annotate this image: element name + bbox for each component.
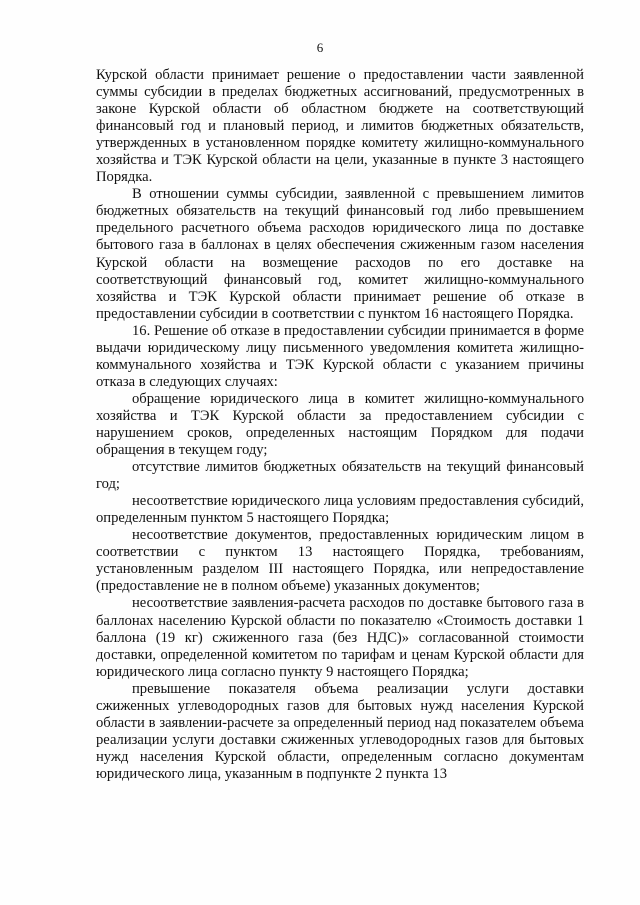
paragraph-9: превышение показателя объема реализации услуги доставки сжиженных углеводородных газов для бытовых нужд населения Курской области в заявлении-расчете за определенный период над показателем объема реализации услуги доставки сжиженных углеводородных газов для бытовых нужд населения Курской области, определенным согласно документам юридического лица, указанным в подпункте 2 пункта 13 bbox=[96, 680, 584, 782]
paragraph-5: отсутствие лимитов бюджетных обязательств на текущий финансовый год; bbox=[96, 459, 584, 493]
paragraph-8: несоответствие заявления-расчета расходов по доставке бытового газа в баллонах населению Курской области по показателю «Стоимость доставки 1 баллона (19 кг) сжиженного газа (без НДС)» согласованной стоимости доставки, определенной комитетом по тарифам и ценам Курской области для юридического лица согласно пункту 9 настоящего Порядка; bbox=[96, 595, 584, 680]
paragraph-1: Курской области принимает решение о предоставлении части заявленной суммы субсидии в пределах бюджетных ассигнований, предусмотренных в законе Курской области об областном бюджете на соответствующий финансовый год и плановый период, и лимитов бюджетных обязательств, утвержденных в установленном порядке комитету жилищно-коммунального хозяйства и ТЭК Курской области на цели, указанные в пункте 3 настоящего Порядка. bbox=[96, 67, 584, 186]
paragraph-3: 16. Решение об отказе в предоставлении субсидии принимается в форме выдачи юридическому лицу письменного уведомления комитета жилищно-коммунального хозяйства и ТЭК Курской области с указанием причины отказа в следующих случаях: bbox=[96, 322, 584, 390]
paragraph-2: В отношении суммы субсидии, заявленной с превышением лимитов бюджетных обязательств на текущий финансовый год либо превышением предельного расчетного объема расходов юридического лица по доставке бытового газа в баллонах в целях обеспечения сжиженным газом населения Курской области на возмещение расходов по его доставке на соответствующий финансовый год, комитет жилищно-коммунального хозяйства и ТЭК Курской области принимает решение об отказе в предоставлении субсидии в соответствии с пунктом 16 настоящего Порядка. bbox=[96, 186, 584, 322]
paragraph-7: несоответствие документов, предоставленных юридическим лицом в соответствии с пунктом 13 настоящего Порядка, требованиям, установленным разделом III настоящего Порядка, или непредоставление (предоставление не в полном объеме) указанных документов; bbox=[96, 527, 584, 595]
document-body bbox=[96, 67, 584, 783]
paragraph-6: несоответствие юридического лица условиям предоставления субсидий, определенным пунктом 5 настоящего Порядка; bbox=[96, 493, 584, 527]
page-number: 6 bbox=[316, 40, 324, 55]
paragraph-4: обращение юридического лица в комитет жилищно-коммунального хозяйства и ТЭК Курской области за предоставлением субсидии с нарушением сроков, определенных настоящим Порядком для подачи обращения в текущем году; bbox=[96, 390, 584, 459]
